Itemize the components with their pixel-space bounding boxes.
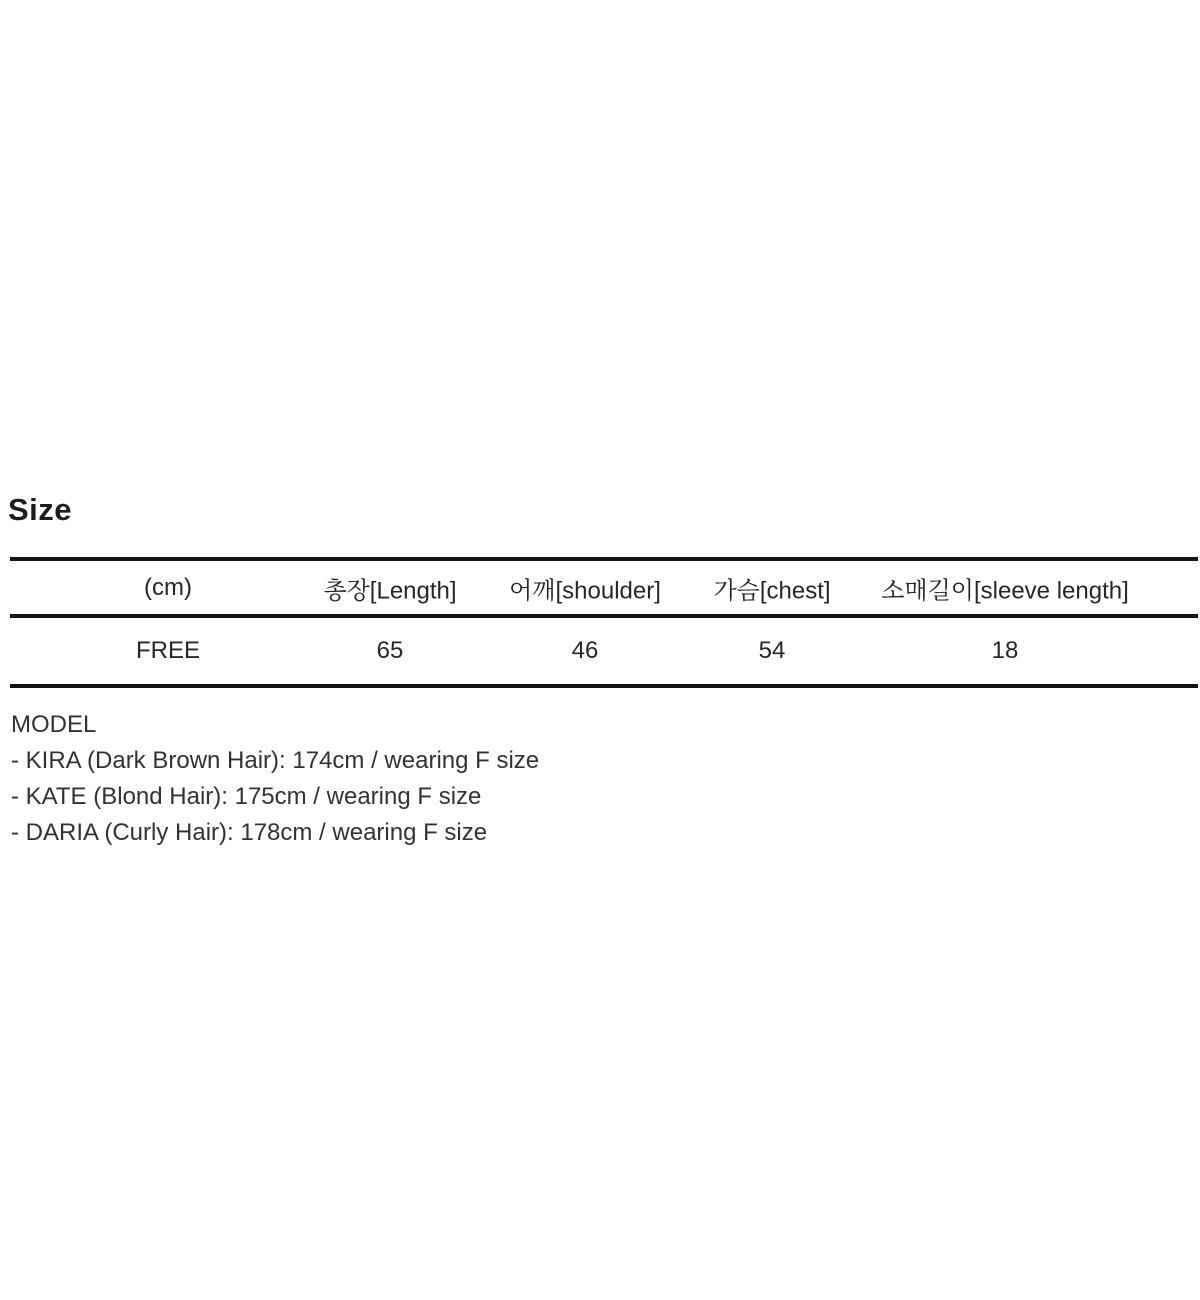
column-header-unit: (cm) (144, 573, 192, 601)
size-table (10, 557, 1198, 688)
model-info-kira: - KIRA (Dark Brown Hair): 174cm / wearing F size (11, 747, 540, 774)
size-table-data-row (10, 618, 1198, 684)
size-name-cell: FREE (135, 637, 201, 664)
column-header-shoulder: 어깨[shoulder] (509, 577, 661, 604)
length-value-cell: 65 (376, 637, 404, 664)
table-bottom-rule (10, 684, 1198, 688)
size-section-title: Size (8, 492, 73, 527)
model-info-section (11, 707, 539, 851)
size-table-header-row (10, 561, 1198, 614)
sleeve-length-value-cell: 18 (991, 637, 1019, 664)
model-section-heading: MODEL (11, 711, 97, 738)
column-header-length: 총장[Length] (323, 577, 457, 604)
model-info-daria: - DARIA (Curly Hair): 178cm / wearing F size (11, 819, 488, 846)
shoulder-value-cell: 46 (571, 637, 599, 664)
column-header-sleeve-length: 소매길이[sleeve length] (881, 577, 1129, 604)
chest-value-cell: 54 (758, 637, 786, 664)
column-header-chest: 가슴[chest] (713, 577, 831, 604)
model-info-kate: - KATE (Blond Hair): 175cm / wearing F size (11, 783, 482, 810)
